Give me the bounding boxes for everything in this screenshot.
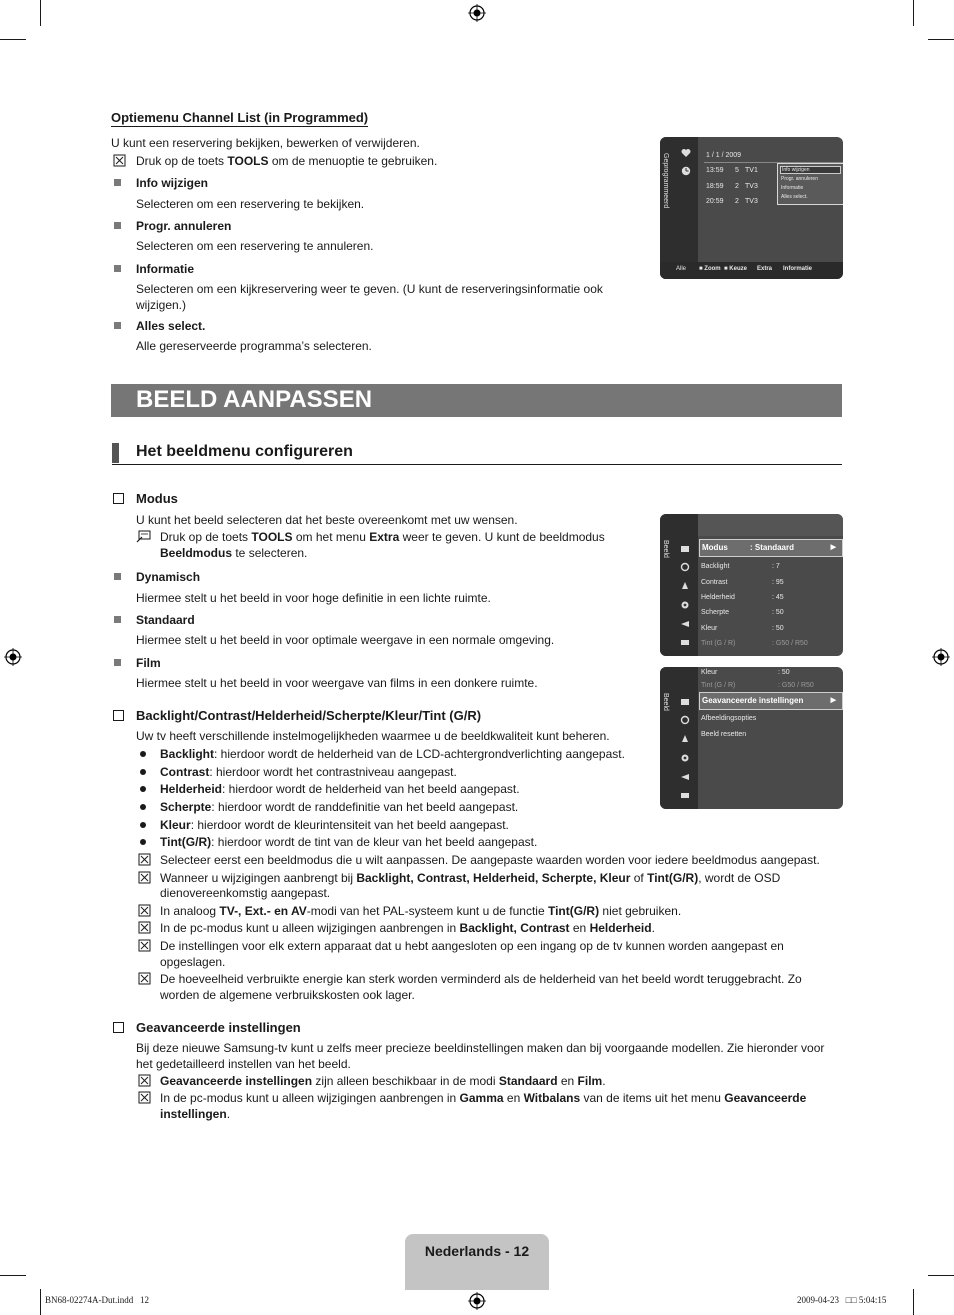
osd-footer-item: Alle [676, 266, 687, 272]
setting-item: Backlight: hierdoor wordt de helderheid van de LCD-achtergrondverlichting aangepast. [160, 747, 625, 761]
osd-picture-menu [660, 514, 843, 656]
osd-popup-item[interactable]: Informatie [781, 185, 804, 191]
section-intro: U kunt een reservering bekijken, bewerken of verwijderen. [111, 136, 420, 150]
page-number: Nederlands - 12 [424, 1243, 530, 1259]
registration-mark-icon [932, 648, 950, 666]
option-desc: Selecteren om een reservering te annuleren. [136, 239, 374, 253]
channel-icon [680, 581, 690, 591]
option-title: Standaard [136, 613, 195, 627]
osd-row-time: 18:59 [706, 183, 724, 190]
note-text: Selecteer eerst een beeldmodus die u wilt aanpassen. De aangepaste waarden worden voor iedere beeldmodus aangepast. [160, 853, 820, 867]
note-icon [138, 904, 151, 917]
bullet-dot-icon [140, 769, 146, 775]
application-icon [680, 637, 690, 647]
section-heading: Optiemenu Channel List (in Programmed) [111, 110, 369, 125]
bullet-icon [114, 265, 121, 272]
option-desc: Hiermee stelt u het beeld in voor weergave van films in een donkere ruimte. [136, 676, 538, 690]
note-icon [138, 939, 151, 952]
note-text-cont: dienovereenkomstig aangepast. [160, 886, 331, 900]
crop-mark [928, 39, 954, 40]
note-text: In de pc-modus kunt u alleen wijzigingen aanbrengen in Gamma en Witbalans van de items uit het menu Geavanceerde [160, 1091, 807, 1105]
tools-note: Druk op de toets TOOLS om de menuoptie te gebruiken. [136, 154, 438, 168]
osd-menu-value: : 45 [772, 594, 784, 601]
osd-footer-item: Informatie [783, 266, 813, 272]
osd-menu-label[interactable]: Afbeeldingsopties [701, 715, 757, 722]
bullet-icon [114, 573, 121, 580]
note-icon [113, 154, 126, 167]
osd-menu-value: : 50 [772, 625, 784, 632]
registration-mark-icon [468, 1292, 486, 1310]
osd-programmed-screen [660, 137, 843, 279]
bullet-icon [114, 322, 121, 329]
osd-footer-item: ■ Keuze [724, 266, 747, 272]
osd-popup-item[interactable]: Info wijzigen [780, 166, 841, 174]
setting-item: Scherpte: hierdoor wordt de randdefinitie van het beeld aangepast. [160, 800, 519, 814]
note-icon [138, 972, 151, 985]
topic-title: Modus [136, 491, 178, 506]
option-desc: Hiermee stelt u het beeld in voor hoge definitie in een lichte ruimte. [136, 591, 491, 605]
osd-row-num: 2 [735, 198, 739, 205]
tools-remote-icon [136, 530, 151, 543]
option-title: Dynamisch [136, 570, 201, 584]
osd-menu-label[interactable]: Tint (G / R) [701, 682, 736, 689]
topic-title: Geavanceerde instellingen [136, 1020, 301, 1035]
osd-row-time: 20:59 [706, 198, 724, 205]
osd-highlight-label: Geavanceerde instellingen [702, 696, 804, 705]
setting-item: Helderheid: hierdoor wordt de helderheid van het beeld aangepast. [160, 782, 520, 796]
osd-menu-value: : 7 [772, 563, 780, 570]
crop-mark [913, 1289, 914, 1315]
registration-mark-icon [4, 648, 22, 666]
channel-icon [680, 734, 690, 744]
subheading-rule [112, 464, 842, 465]
note-text: De hoeveelheid verbruikte energie kan sterk worden verminderd als de helderheid van het beeld wordt teruggebracht. Zo worden de algemene verbruikskosten ook lager. [160, 972, 802, 1002]
setting-item: Contrast: hierdoor wordt het contrastniveau aangepast. [160, 765, 457, 779]
registration-mark-icon [468, 4, 486, 22]
osd-menu-value: : 50 [772, 609, 784, 616]
osd-side-label: Geprogrammeerd [662, 153, 669, 209]
osd-menu-label[interactable]: Helderheid [701, 594, 735, 601]
option-desc: Hiermee stelt u het beeld in voor optimale weergave in een normale omgeving. [136, 633, 555, 647]
osd-row-channel: TV3 [745, 183, 758, 190]
osd-menu-label[interactable]: Backlight [701, 563, 730, 570]
setting-item: Kleur: hierdoor wordt de kleurintensiteit van het beeld aangepast. [160, 818, 509, 832]
crop-mark [40, 1289, 41, 1315]
bullet-icon [114, 659, 121, 666]
osd-footer-bar [660, 262, 843, 279]
input-icon [680, 619, 690, 629]
bullet-icon [114, 179, 121, 186]
option-desc: Alle gereserveerde programma’s selecteren. [136, 339, 372, 353]
tools-note: Druk op de toets TOOLS om het menu Extra weer te geven. U kunt de beeldmodus [160, 530, 605, 544]
osd-menu-label[interactable]: Scherpte [701, 609, 730, 616]
bullet-icon [114, 616, 121, 623]
arrow-right-icon: ▶ [830, 544, 836, 551]
osd-menu-value: : G50 / R50 [778, 682, 814, 689]
osd-menu-label[interactable]: Kleur [701, 669, 718, 676]
osd-side-label: Beeld [662, 693, 669, 711]
osd-popup-menu [777, 163, 843, 205]
osd-highlight-label: Modus [702, 543, 728, 552]
application-icon [680, 790, 690, 800]
crop-mark [0, 1275, 26, 1276]
osd-row-channel: TV1 [745, 167, 758, 174]
bullet-icon [114, 222, 121, 229]
crop-mark [913, 0, 914, 26]
checkbox-bullet-icon [113, 1022, 124, 1033]
osd-footer-item: Extra [757, 266, 773, 272]
osd-menu-value: : G50 / R50 [772, 640, 808, 647]
clock-icon [681, 166, 691, 176]
option-desc: Selecteren om een reservering te bekijken. [136, 197, 365, 211]
osd-menu-value: : 95 [772, 579, 784, 586]
chapter-title: BEELD AANPASSEN [136, 386, 373, 413]
osd-row-num: 2 [735, 183, 739, 190]
note-text: In analoog TV-, Ext.- en AV-modi van het PAL-systeem kunt u de functie Tint(G/R) niet gebruiken. [160, 904, 682, 918]
option-title: Info wijzigen [136, 176, 208, 190]
osd-row-time: 13:59 [706, 167, 724, 174]
topic-intro: Bij deze nieuwe Samsung-tv kunt u zelfs meer precieze beeldinstellingen maken dan bij voorgaande modellen. Zie hieronder voor het gedetailleerd instellen van het beeld. [136, 1041, 825, 1071]
osd-menu-label[interactable]: Kleur [701, 625, 718, 632]
osd-row-num: 5 [735, 167, 739, 174]
bullet-dot-icon [140, 839, 146, 845]
osd-highlight-row[interactable] [699, 539, 843, 557]
setup-gear-icon [680, 753, 690, 763]
topic-intro: U kunt het beeld selecteren dat het beste overeenkomt met uw wensen. [136, 513, 518, 527]
option-desc: Selecteren om een kijkreservering weer te geven. (U kunt de reserveringsinformatie ook wijzigen.) [136, 282, 603, 312]
osd-menu-label[interactable]: Beeld resetten [701, 731, 747, 738]
note-text: Geavanceerde instellingen zijn alleen beschikbaar in de modi Standaard en Film. [160, 1074, 606, 1088]
setup-gear-icon [680, 600, 690, 610]
option-title: Informatie [136, 262, 195, 276]
sound-icon [680, 715, 690, 725]
osd-side-label: Beeld [662, 540, 669, 558]
option-title: Alles select. [136, 319, 206, 333]
note-text: Wanneer u wijzigingen aanbrengt bij Backlight, Contrast, Helderheid, Scherpte, Kleur of Tint(G/R), wordt de OSD [160, 871, 781, 885]
bullet-dot-icon [140, 751, 146, 757]
crop-mark [40, 0, 41, 26]
note-icon [138, 853, 151, 866]
arrow-right-icon: ▶ [830, 697, 836, 704]
note-icon [138, 1091, 151, 1104]
input-icon [680, 772, 690, 782]
heart-icon [681, 148, 691, 158]
bullet-dot-icon [140, 804, 146, 810]
picture-icon [680, 697, 690, 707]
picture-icon [680, 544, 690, 554]
print-datetime: 2009-04-23 □□ 5:04:15 [797, 1295, 887, 1305]
note-icon [138, 921, 151, 934]
osd-popup-item[interactable]: Progr. annuleren [781, 176, 818, 182]
osd-highlight-value: : Standaard [750, 543, 795, 552]
note-text-cont: instellingen. [160, 1107, 231, 1121]
bullet-dot-icon [140, 822, 146, 828]
osd-row-channel: TV3 [745, 198, 758, 205]
note-text: De instellingen voor elk extern apparaat dat u hebt aangesloten op een ingang op de tv kunnen worden aangepast en opgeslagen. [160, 939, 784, 969]
osd-footer-item: ■ Zoom [699, 266, 721, 272]
note-icon [138, 871, 151, 884]
checkbox-bullet-icon [113, 493, 124, 504]
osd-menu-value: : 50 [778, 669, 790, 676]
option-title: Progr. annuleren [136, 219, 232, 233]
topic-intro: Uw tv heeft verschillende instelmogelijkheden waarmee u de beeldkwaliteit kunt beheren. [136, 729, 610, 743]
subheading-marker [112, 443, 119, 463]
subheading: Het beeldmenu configureren [136, 443, 353, 460]
tools-note-cont: Beeldmodus te selecteren. [160, 546, 308, 560]
note-text: In de pc-modus kunt u alleen wijzigingen aanbrengen in Backlight, Contrast en Helderheid. [160, 921, 655, 935]
topic-title: Backlight/Contrast/Helderheid/Scherpte/Kleur/Tint (G/R) [136, 708, 482, 723]
crop-mark [928, 1275, 954, 1276]
note-icon [138, 1074, 151, 1087]
osd-date: 1 / 1 / 2009 [706, 152, 742, 159]
file-info: BN68-02274A-Dut.indd 12 [45, 1295, 149, 1305]
sound-icon [680, 562, 690, 572]
option-title: Film [136, 656, 161, 670]
osd-menu-label[interactable]: Tint (G / R) [701, 640, 736, 647]
osd-popup-item[interactable]: Alles select. [781, 194, 808, 200]
checkbox-bullet-icon [113, 710, 124, 721]
crop-mark [0, 39, 26, 40]
osd-highlight-row[interactable] [699, 692, 843, 710]
setting-item: Tint(G/R): hierdoor wordt de tint van de kleur van het beeld aangepast. [160, 835, 538, 849]
bullet-dot-icon [140, 786, 146, 792]
osd-menu-label[interactable]: Contrast [701, 579, 728, 586]
osd-advanced-menu [660, 667, 843, 809]
